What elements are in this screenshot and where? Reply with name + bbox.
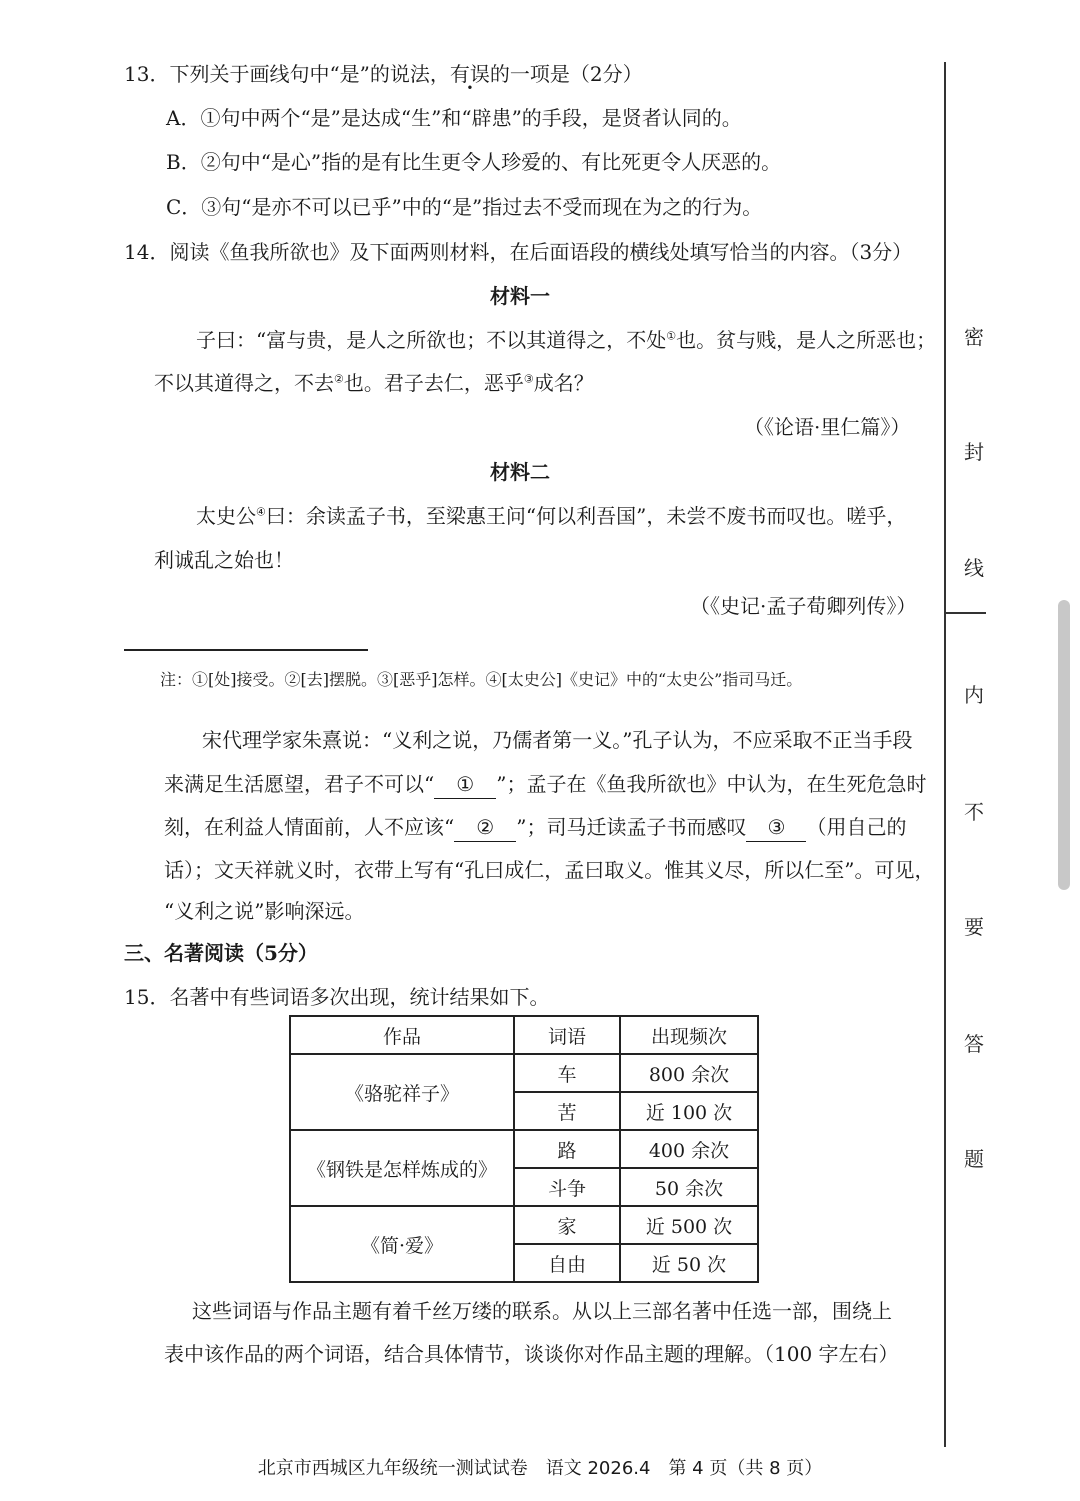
binding-char: 不 bbox=[964, 800, 984, 824]
material-2-line-1: 太史公④曰：余读孟子书，至梁惠王问“何以利吾国”，未尝不废书而叹也。嗟乎， bbox=[196, 504, 907, 528]
blank-2: ② bbox=[454, 813, 516, 842]
paragraph-line-1: 宋代理学家朱熹说：“义利之说，乃儒者第一义。”孔子认为，不应采取不正当手段 bbox=[202, 728, 913, 752]
word-frequency-table bbox=[289, 1015, 759, 1283]
material-1-line-1: 子曰：“富与贵，是人之所欲也；不以其道得之，不处①也。贫与贱，是人之所恶也； bbox=[196, 328, 937, 352]
table-row bbox=[290, 1206, 758, 1244]
paragraph-line-3: 刻，在利益人情面前，人不应该“ ② ”；司马迁读孟子书而感叹 ③ （用自己的 bbox=[164, 813, 906, 842]
material-1-line-2: 不以其道得之，不去②也。君子去仁，恶乎③成名？ bbox=[154, 371, 594, 395]
header-work: 作品 bbox=[290, 1016, 514, 1054]
binding-char: 封 bbox=[964, 440, 984, 464]
binding-char: 线 bbox=[964, 556, 984, 580]
blank-1: ① bbox=[434, 770, 496, 799]
section-3-heading: 三、名著阅读（5分） bbox=[124, 941, 318, 965]
table-cell-frequency: 近 50 次 bbox=[620, 1244, 758, 1282]
material-1-source: （《论语·里仁篇》） bbox=[744, 415, 911, 439]
q15-prompt-line-1: 这些词语与作品主题有着千丝万缕的联系。从以上三部名著中任选一部，围绕上 bbox=[192, 1299, 892, 1323]
page-footer: 北京市西城区九年级统一测试试卷 语文 2026.4 第 4 页（共 8 页） bbox=[257, 1458, 823, 1479]
table-cell-word: 自由 bbox=[514, 1244, 620, 1282]
table-header-row bbox=[290, 1016, 758, 1054]
table-row bbox=[290, 1054, 758, 1092]
q14-stem: 14．阅读《鱼我所欲也》及下面两则材料，在后面语段的横线处填写恰当的内容。（3分） bbox=[124, 240, 913, 264]
binding-char: 要 bbox=[964, 915, 984, 939]
table-cell-frequency: 近 100 次 bbox=[620, 1092, 758, 1130]
binding-char: 答 bbox=[964, 1032, 984, 1056]
table-cell-word: 苦 bbox=[514, 1092, 620, 1130]
binding-char: 题 bbox=[964, 1147, 984, 1171]
q13-emphasis: 有误 bbox=[449, 62, 490, 86]
table-cell-work: 《骆驼祥子》 bbox=[290, 1054, 514, 1130]
footnote-mark-3: ③ bbox=[523, 372, 534, 386]
table-cell-frequency: 50 余次 bbox=[620, 1168, 758, 1206]
footnote-mark-4: ④ bbox=[256, 505, 266, 519]
table-cell-word: 家 bbox=[514, 1206, 620, 1244]
q13-option-c: C．③句“是亦不可以已乎”中的“是”指过去不受而现在为之的行为。 bbox=[166, 195, 763, 219]
table-cell-work: 《简·爱》 bbox=[290, 1206, 514, 1282]
table-cell-word: 斗争 bbox=[514, 1168, 620, 1206]
header-frequency: 出现频次 bbox=[620, 1016, 758, 1054]
q13-option-a: A．①句中两个“是”是达成“生”和“辟患”的手段，是贤者认同的。 bbox=[166, 106, 742, 130]
paragraph-line-4: 话）；文天祥就义时，衣带上写有“孔曰成仁，孟曰取义。惟其义尽，所以仁至”。可见， bbox=[164, 858, 935, 882]
table-cell-word: 路 bbox=[514, 1130, 620, 1168]
paragraph-line-5: “义利之说”影响深远。 bbox=[164, 899, 365, 923]
material-1-title: 材料一 bbox=[490, 284, 550, 308]
material-2-source: （《史记·孟子荀卿列传》） bbox=[690, 594, 917, 618]
header-word: 词语 bbox=[514, 1016, 620, 1054]
binding-line bbox=[944, 62, 946, 1447]
q13-stem: 13．下列关于画线句中“是”的说法，有误的一项是（2分） bbox=[124, 62, 643, 86]
notes-separator bbox=[124, 649, 368, 651]
paragraph-line-2: 来满足生活愿望，君子不可以“ ① ”；孟子在《鱼我所欲也》中认为，在生死危急时 bbox=[164, 770, 926, 799]
q15-stem: 15．名著中有些词语多次出现，统计结果如下。 bbox=[124, 985, 550, 1009]
footnote-mark-2: ② bbox=[334, 372, 344, 386]
table-row bbox=[290, 1130, 758, 1168]
binding-char: 内 bbox=[964, 683, 984, 707]
footnote-mark-1: ① bbox=[666, 329, 677, 343]
binding-char: 密 bbox=[964, 325, 984, 349]
q15-prompt-line-2: 表中该作品的两个词语，结合具体情节，谈谈你对作品主题的理解。（100 字左右） bbox=[164, 1342, 899, 1366]
table-cell-frequency: 400 余次 bbox=[620, 1130, 758, 1168]
material-2-line-2: 利诚乱之始也！ bbox=[154, 548, 294, 572]
scrollbar-thumb[interactable] bbox=[1058, 600, 1070, 890]
table-cell-word: 车 bbox=[514, 1054, 620, 1092]
table-cell-work: 《钢铁是怎样炼成的》 bbox=[290, 1130, 514, 1206]
binding-tick bbox=[946, 612, 986, 614]
table-cell-frequency: 800 余次 bbox=[620, 1054, 758, 1092]
q13-option-b: B．②句中“是心”指的是有比生更令人珍爱的、有比死更令人厌恶的。 bbox=[166, 150, 782, 174]
footnotes: 注：①[处]接受。②[去]摆脱。③[恶乎]怎样。④[太史公]《史记》中的“太史公”指司马迁。 bbox=[160, 670, 803, 689]
table-cell-frequency: 近 500 次 bbox=[620, 1206, 758, 1244]
blank-3: ③ bbox=[746, 813, 806, 842]
material-2-title: 材料二 bbox=[490, 460, 550, 484]
